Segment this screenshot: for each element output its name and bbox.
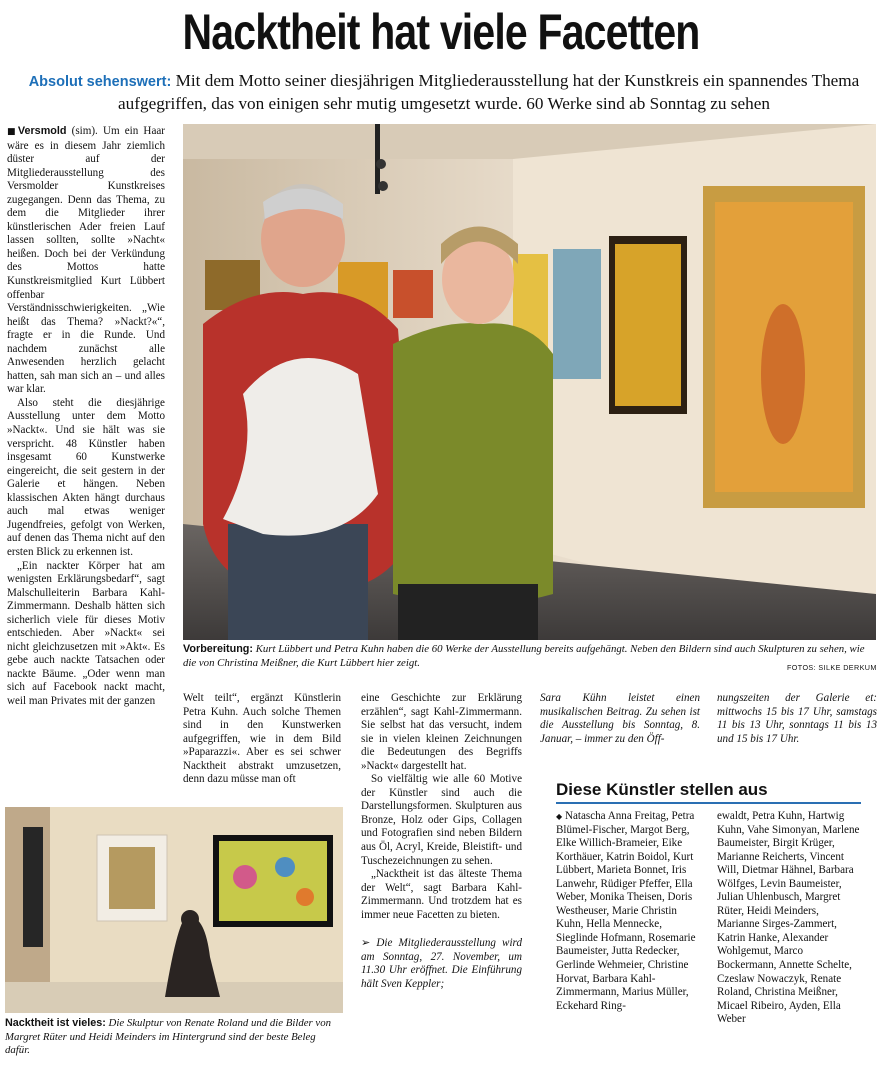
main-photo bbox=[183, 124, 876, 640]
artists-list: ewaldt, Petra Kuhn, Hartwig Kuhn, Vahe Simonyan, Marlene Baumeister, Birgit Krüger, Marianne Reicherts, Vincent Will, Dietmar Hähnel, Barbara Wölfges, Levin Baumeister, Julian Uhlenbusch, Margret Rüter, Heidi Meinders, Marianne Sirges-Zammert, Katrin Hanke, Alexander Wohlgemut, Marco Bockermann, Annette Schelte, Czeslaw Nowaczyk, Renate Roland, Christina Meißner, Micael Ribeiro, Ayden, Ella Weber bbox=[717, 810, 860, 1026]
info-text-a: Die Mitgliederausstellung wird am Sonntag, 27. November, um 11.30 Uhr eröffnet. Die Einführung hält Sven Keppler; bbox=[361, 937, 522, 990]
paragraph: So vielfältig wie alle 60 Motive der Künstler sind auch die Darstellungsformen. Skulpturen aus Bronze, Holz oder Gips, Collagen und Fotografien sind neben Bildern aus Öl, Acryl, Kreide, Bleistift- und Tuschezeichnungen zu sehen. bbox=[361, 773, 522, 867]
second-photo bbox=[5, 807, 343, 1013]
paragraph: eine Geschichte zur Erklärung erzählen“, sagt Kahl-Zimmermann. Sie selbst hat das versucht, indem sie in vielen kleinen Zeichnungen die Bedeutungen des Begriffs »Nackt« dargestellt hat. bbox=[361, 692, 522, 772]
article-column-1 bbox=[7, 125, 165, 709]
info-column-4 bbox=[540, 692, 700, 746]
deck bbox=[10, 70, 878, 115]
paragraph: „Ein nackter Körper hat am wenigsten Erklärungsbedarf“, sagt Malschulleiterin Barbara Kahl-Zimmermann. Deshalb hätten sich sicherlich viele für dieses Motiv entschieden. Aber »Nackt« sei nicht gleichzusetzen mit »Akt«. Es gebe auch nackte Tatsachen oder nackte Bäume. „Oder wenn man sich auf Facebook nackt macht, weil man Privates mit der ganzen bbox=[7, 559, 165, 707]
photo-credit: FOTOS: SILKE DERKUM bbox=[787, 663, 877, 672]
artists-list: Natascha Anna Freitag, Petra Blümel-Fischer, Margot Berg, Elke Willich-Brameier, Eike Korthäuer, Katrin Boidol, Kurt Lübbert, Marieta Bonnet, Iris Lanwehr, Rüdiger Pfeffer, Ella Weber, Monika Theisen, Doris Westheuser, Marie Christin Kuhn, Hella Mennecke, Sieglinde Hofmann, Rosemarie Baumeister, Jutta Redecker, Gerlinde Wehmeier, Christine Horvat, Barbara Kahl-Zimmermann, Marius Müller, Eckehard Ring- bbox=[556, 810, 696, 1012]
caption-label: Nacktheit ist vieles: bbox=[5, 1017, 106, 1029]
caption-label: Vorbereitung: bbox=[183, 643, 253, 655]
paragraph: „Nacktheit ist das älteste Thema der Welt“, sagt Barbara Kahl-Zimmermann. Und trotzdem hat es immer neue Facetten zu bieten. bbox=[361, 868, 522, 921]
headline: Nacktheit hat viele Facetten bbox=[182, 4, 700, 60]
paragraph: Welt teilt“, ergänzt Künstlerin Petra Kuhn. Auch solche Themen sind in den Kunstwerken aufgegriffen, wie in dem Bild »Paparazzi«. Aber es sei schwer Nacktheit abstrakt umzusetzen, denn dazu müsse man oft bbox=[183, 692, 341, 786]
deck-kicker: Absolut sehenswert: bbox=[28, 74, 172, 90]
info-text-b: Sara Kühn leistet einen musikalischen Beitrag. Zu sehen ist die Ausstellung bis Sonntag, 8. Januar, – immer zu den Öff- bbox=[540, 692, 700, 745]
artists-column-2 bbox=[717, 810, 862, 1027]
artists-box-title: Diese Künstler stellen aus bbox=[556, 780, 861, 804]
info-column-5 bbox=[717, 692, 877, 746]
second-photo-caption bbox=[5, 1017, 343, 1058]
paragraph: Also steht die diesjährige Ausstellung unter dem Motto »Nackt«. Und sie hält was sie verspricht. 48 Künstler haben insgesamt 60 Kunstwerke eingereicht, die seit gestern in der Galerie et hängen. Neben klassischen Akten hängt durchaus auch mal etwas weniger Jugendfreies, gefolgt von Werken, auf denen das Thema nicht auf den ersten Blick zu erkennen ist. bbox=[7, 396, 165, 558]
second-photo-image bbox=[5, 807, 343, 1013]
caption-text: Die Skulptur von Renate Roland und die Bilder von Margret Rüter und Heidi Meinders im Hintergrund sind der beste Beleg dafür. bbox=[5, 1017, 332, 1056]
article-column-3 bbox=[361, 692, 522, 991]
caption-text: Kurt Lübbert und Petra Kuhn haben die 60 Werke der Ausstellung bereits aufgehängt. Neben den Bildern sind auch Skulpturen zu sehen, wie die von Christina Meißner, die Kurt Lübbert hier zeigt. bbox=[183, 643, 865, 669]
author: (sim). bbox=[71, 125, 98, 137]
paragraph: Um ein Haar wäre es in diesem Jahr ziemlich düster auf der Mitgliederausstellung des Versmolder Kunstkreises zugegangen. Denn das Thema, zu dem die Mitglieder ihrer künstlerischen Ader freien Lauf lassen sollten, sollte »Nacht« heißen. Doch bei der Verkündung des Mottos hatte Kunstkreismitglied Kurt Lübbert offenbar Verständnisschwierigkeiten. „Wie heißt das Thema? »Nackt?«“, fragte er in die Runde. Und nachdem zunächst alle Anwesenden herzlich gelacht hatten, sah man sich an – und alles war klar. bbox=[7, 125, 165, 396]
article-column-2 bbox=[183, 692, 341, 787]
info-text-c: nungszeiten der Galerie et: mittwochs 15 bis 17 Uhr, samstags 11 bis 13 Uhr, sonntags 11 bis 13 und 15 bis 17 Uhr. bbox=[717, 692, 877, 745]
dateline: Versmold bbox=[17, 125, 67, 137]
artists-column-1 bbox=[556, 810, 701, 1013]
bullet-icon: ■ bbox=[7, 127, 18, 137]
arrow-icon: ➢ bbox=[361, 936, 371, 950]
main-photo-image bbox=[183, 124, 876, 640]
diamond-icon: ◆ bbox=[556, 812, 563, 821]
deck-text: Mit dem Motto seiner diesjährigen Mitgliederausstellung hat der Kunstkreis ein spannendes Thema aufgegriffen, das von einigen sehr mutig umgesetzt wurde. 60 Werke sind ab Sonntag zu sehen bbox=[118, 71, 860, 113]
main-photo-caption bbox=[183, 643, 877, 670]
